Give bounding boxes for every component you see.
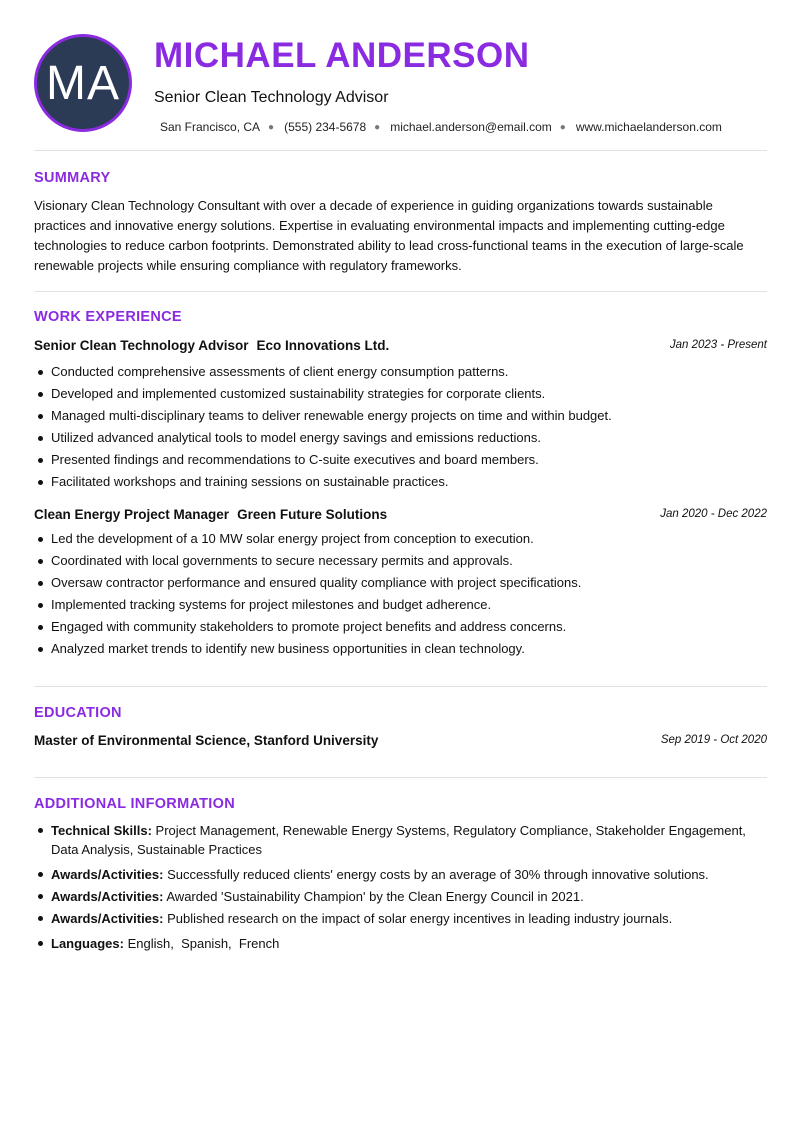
item-text: English, Spanish, French (127, 936, 280, 951)
education-heading: EDUCATION (34, 705, 122, 721)
avatar (34, 34, 132, 132)
item-label: Technical Skills: (51, 823, 152, 838)
list-item (34, 909, 767, 928)
list-item (34, 934, 767, 953)
contact-line (160, 120, 722, 134)
separator-dot-icon: ● (374, 121, 381, 133)
item-label: Awards/Activities: (51, 911, 164, 926)
contact-phone: (555) 234-5678 (284, 120, 367, 134)
list-item: Managed multi-disciplinary teams to deliver renewable energy projects on time and within budget. (34, 405, 767, 427)
item-text: Successfully reduced clients' energy costs by an average of 30% through innovative solutions. (167, 867, 709, 882)
list-item: Presented findings and recommendations to C-suite executives and board members. (34, 449, 767, 471)
list-item: Conducted comprehensive assessments of client energy consumption patterns. (34, 361, 767, 383)
job-header (34, 507, 767, 525)
job-bullet-list (34, 528, 767, 660)
job-title-line (34, 338, 389, 353)
education-degree: Master of Environmental Science, Stanford University (34, 733, 379, 748)
list-item (34, 887, 767, 906)
separator-dot-icon: ● (559, 121, 566, 133)
list-item: Led the development of a 10 MW solar energy project from conception to execution. (34, 528, 767, 550)
list-item: Coordinated with local governments to secure necessary permits and approvals. (34, 550, 767, 572)
contact-website[interactable]: www.michaelanderson.com (575, 120, 722, 134)
candidate-name: MICHAEL ANDERSON (154, 36, 530, 75)
item-label: Awards/Activities: (51, 867, 164, 882)
job-title-line (34, 507, 387, 522)
job-date: Jan 2023 - Present (669, 339, 767, 351)
list-item: Facilitated workshops and training sessions on sustainable practices. (34, 471, 767, 493)
summary-text: Visionary Clean Technology Consultant with over a decade of experience in guiding organizations towards sustainable practices and innovative energy solutions. Expertise in evaluating environmental impacts and implementing cutting-edge technologies to reduce carbon footprints. Demonstrated ability to lead cross-functional teams in the execution of large-scale renewable projects while ensuring compliance with regulatory frameworks. (34, 198, 744, 273)
resume-header (34, 34, 767, 134)
additional-info-list (34, 821, 767, 959)
job-company: Eco Innovations Ltd. (256, 338, 390, 353)
job-title: Clean Energy Project Manager (34, 507, 230, 522)
contact-email[interactable]: michael.anderson@email.com (390, 120, 552, 134)
education-date: Sep 2019 - Oct 2020 (660, 734, 767, 746)
separator-dot-icon: ● (268, 121, 275, 133)
job-company: Green Future Solutions (237, 507, 388, 522)
education-entry (34, 733, 767, 751)
additional-info-heading: ADDITIONAL INFORMATION (34, 796, 235, 812)
item-text: Awarded 'Sustainability Champion' by the Clean Energy Council in 2021. (166, 889, 584, 904)
work-experience-heading: WORK EXPERIENCE (34, 309, 182, 325)
list-item: Implemented tracking systems for project milestones and budget adherence. (34, 594, 767, 616)
divider (34, 150, 767, 151)
item-text: Project Management, Renewable Energy Systems, Regulatory Compliance, Stakeholder Engagement, Data Analysis, Sustainable Practices (51, 823, 746, 857)
divider (34, 291, 767, 292)
list-item: Oversaw contractor performance and ensured quality compliance with project specifications. (34, 572, 767, 594)
item-label: Languages: (51, 936, 124, 951)
job-header (34, 338, 767, 356)
job-title: Senior Clean Technology Advisor (34, 338, 249, 353)
divider (34, 686, 767, 687)
list-item: Engaged with community stakeholders to promote project benefits and address concerns. (34, 616, 767, 638)
job-bullet-list (34, 361, 767, 493)
item-label: Awards/Activities: (51, 889, 164, 904)
job-date: Jan 2020 - Dec 2022 (660, 508, 767, 520)
contact-location: San Francisco, CA (160, 120, 261, 134)
list-item: Analyzed market trends to identify new business opportunities in clean technology. (34, 638, 767, 660)
item-text: Published research on the impact of solar energy incentives in leading industry journals. (167, 911, 673, 926)
summary-heading: SUMMARY (34, 170, 111, 186)
avatar-initials: MA (46, 56, 120, 110)
list-item (34, 821, 767, 859)
list-item: Utilized advanced analytical tools to model energy savings and emissions reductions. (34, 427, 767, 449)
candidate-title: Senior Clean Technology Advisor (154, 89, 389, 106)
list-item (34, 865, 767, 884)
list-item: Developed and implemented customized sustainability strategies for corporate clients. (34, 383, 767, 405)
divider (34, 777, 767, 778)
